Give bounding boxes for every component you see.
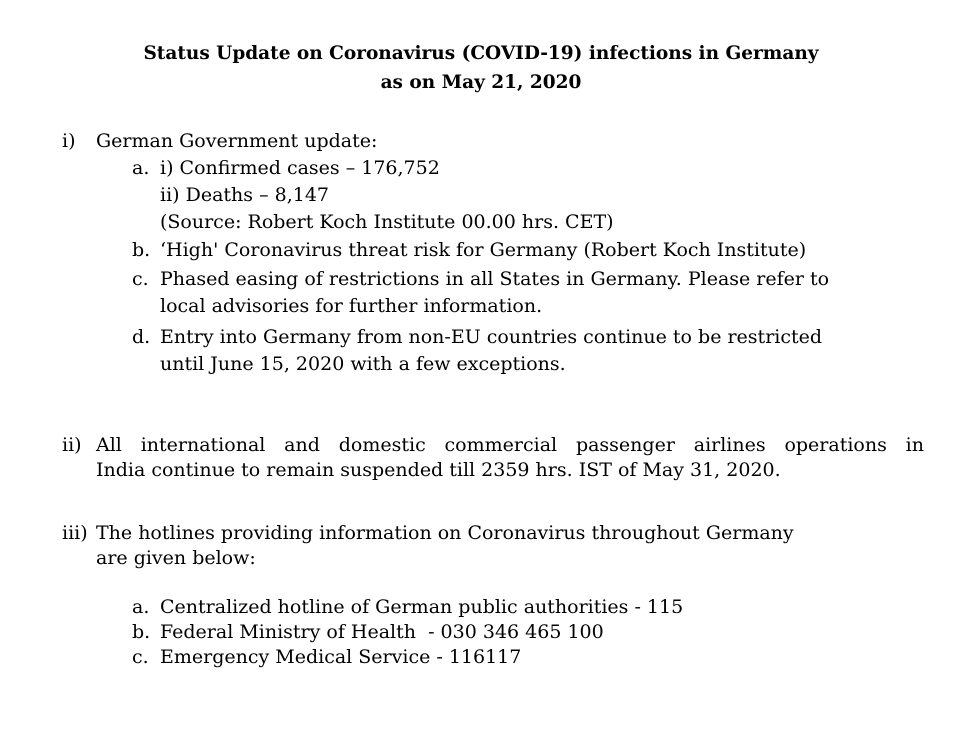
section-2-marker: ii) — [62, 434, 82, 456]
document-subtitle-date: as on May 21, 2020 — [380, 72, 582, 93]
hotline-a-text: Centralized hotline of German public authorities - 115 — [160, 596, 684, 618]
hotlines-line-1: The hotlines providing information on Coronavirus throughout Germany — [96, 522, 794, 544]
section-3-marker: iii) — [62, 522, 88, 544]
entry-line-1: Entry into Germany from non-EU countries continue to be restricted — [160, 326, 823, 348]
hotlines-line-2: are given below: — [96, 547, 256, 569]
source-line: (Source: Robert Koch Institute 00.00 hrs. CET) — [160, 211, 614, 233]
hotline-c-marker: c. — [132, 646, 149, 668]
confirmed-cases-line: i) Confirmed cases – 176,752 — [160, 157, 440, 179]
item-b-marker: b. — [132, 239, 151, 261]
airlines-line-2: India continue to remain suspended till 2359 hrs. IST of May 31, 2020. — [96, 459, 781, 481]
item-d-marker: d. — [132, 326, 151, 348]
section-1-marker: i) — [62, 130, 76, 152]
hotline-a-marker: a. — [132, 596, 150, 618]
airlines-line-1: All international and domestic commercial passenger airlines operations in — [96, 434, 924, 456]
hotline-c-text: Emergency Medical Service - 116117 — [160, 646, 522, 668]
hotline-b-text: Federal Ministry of Health - 030 346 465 100 — [160, 621, 604, 643]
deaths-line: ii) Deaths – 8,147 — [160, 184, 330, 206]
easing-line-2: local advisories for further information. — [160, 295, 543, 317]
section-1-heading: German Government update: — [96, 130, 378, 152]
threat-risk-line: ‘High' Coronavirus threat risk for Germany (Robert Koch Institute) — [160, 239, 807, 261]
item-a-marker: a. — [132, 157, 150, 179]
hotline-b-marker: b. — [132, 621, 151, 643]
easing-line-1: Phased easing of restrictions in all States in Germany. Please refer to — [160, 268, 830, 290]
document-title: Status Update on Coronavirus (COVID-19) infections in Germany — [143, 43, 819, 64]
entry-line-2: until June 15, 2020 with a few exceptions. — [160, 353, 566, 375]
item-c-marker: c. — [132, 268, 149, 290]
